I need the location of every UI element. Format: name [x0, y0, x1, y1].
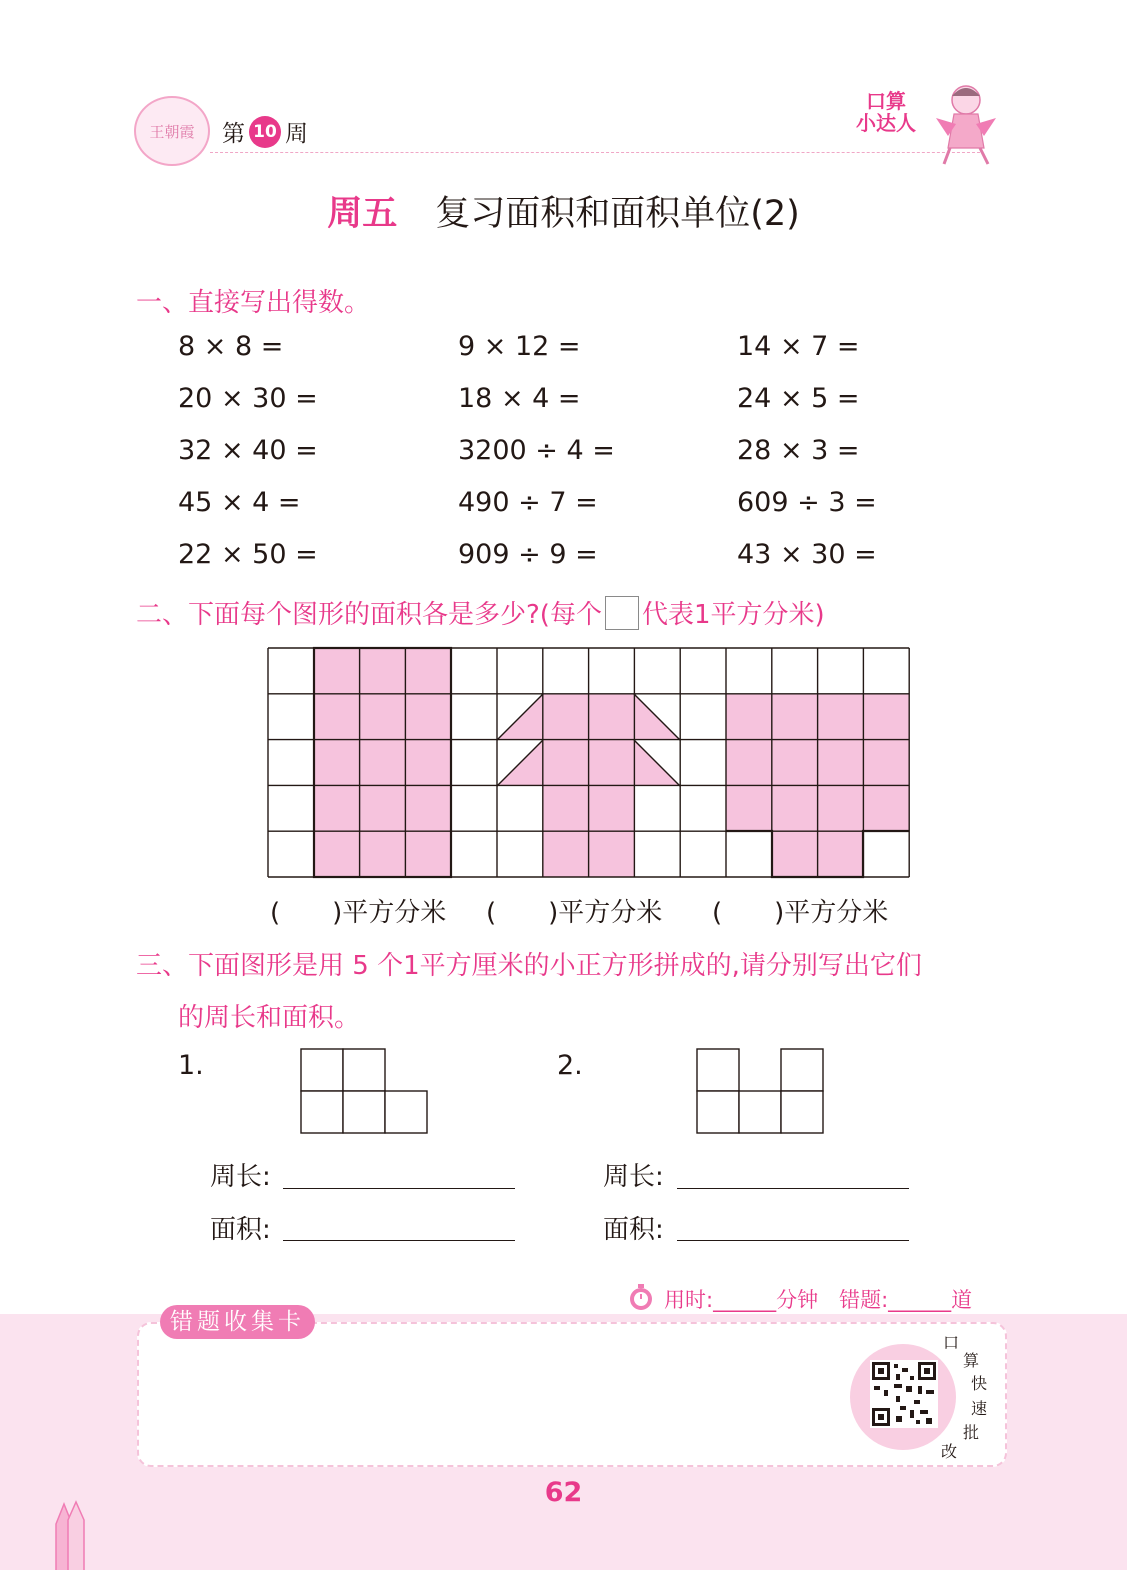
rectangle-shape — [314, 648, 451, 877]
section2-heading: 二、下面每个图形的面积各是多少?(每个 代表1平方分米) — [136, 594, 825, 631]
equation: 14 × 7 = — [737, 331, 860, 362]
title-day: 周五 — [327, 194, 398, 234]
section1-heading: 一、直接写出得数。 — [136, 288, 371, 318]
page-number: 62 — [544, 1477, 583, 1508]
area-grid-figure — [266, 646, 912, 882]
qr-caption-char-1: 口 — [943, 1333, 960, 1352]
error-card-title: 错题收集卡 — [160, 1305, 315, 1339]
answer-blank-2[interactable]: ( )平方分米 — [486, 898, 663, 928]
qr-caption-char-3: 快 — [971, 1374, 988, 1393]
week-prefix: 第 — [222, 121, 245, 147]
equation: 9 × 12 = — [458, 331, 581, 362]
equation: 609 ÷ 3 = — [737, 487, 877, 518]
equation: 18 × 4 = — [458, 383, 581, 414]
qr-caption-char-5: 批 — [963, 1423, 980, 1442]
perimeter-answer-line-1[interactable] — [283, 1188, 515, 1189]
perimeter-answer-line-2[interactable] — [677, 1188, 909, 1189]
page-title — [0, 186, 1127, 236]
area-answer-line-1[interactable] — [283, 1240, 515, 1241]
equation: 32 × 40 = — [178, 435, 318, 466]
section3-heading-line2: 的周长和面积。 — [178, 1003, 361, 1033]
qr-caption-char-6: 改 — [941, 1442, 958, 1461]
equation: 43 × 30 = — [737, 539, 877, 570]
qr-caption-char-4: 速 — [971, 1399, 988, 1418]
area-answer-line-2[interactable] — [677, 1240, 909, 1241]
equation: 22 × 50 = — [178, 539, 318, 570]
section3-heading-line1: 三、下面图形是用 5 个1平方厘米的小正方形拼成的,请分别写出它们 — [136, 951, 922, 981]
brand-logo: 口算 小达人 — [856, 89, 916, 135]
area-label-2: 面积: — [603, 1215, 664, 1245]
answer-blank-1[interactable]: ( )平方分米 — [270, 898, 447, 928]
arrow-decoration-icon — [52, 1500, 88, 1570]
week-label — [222, 115, 308, 148]
timer-text: 用时:______分钟 错题:______道 — [664, 1288, 973, 1312]
area-label-1: 面积: — [210, 1215, 271, 1245]
perimeter-label-1: 周长: — [210, 1162, 271, 1192]
problem-2-number: 2. — [557, 1050, 583, 1081]
problem-1-number: 1. — [178, 1050, 204, 1081]
perimeter-label-2: 周长: — [603, 1162, 664, 1192]
equation: 24 × 5 = — [737, 383, 860, 414]
equation: 490 ÷ 7 = — [458, 487, 598, 518]
equation: 28 × 3 = — [737, 435, 860, 466]
answer-blank-3[interactable]: ( )平方分米 — [712, 898, 889, 928]
publisher-logo: 王朝霞 — [134, 96, 210, 166]
equation: 8 × 8 = — [178, 331, 284, 362]
pentomino-figure-2 — [696, 1048, 826, 1136]
equation: 909 ÷ 9 = — [458, 539, 598, 570]
title-text: 复习面积和面积单位(2) — [435, 194, 800, 234]
pentomino-figure-1 — [300, 1048, 430, 1136]
equation: 20 × 30 = — [178, 383, 318, 414]
equation: 3200 ÷ 4 = — [458, 435, 615, 466]
mascot-illustration — [926, 78, 1016, 168]
qr-caption-char-2: 算 — [963, 1351, 980, 1370]
week-number-badge: 10 — [249, 116, 281, 148]
equation: 45 × 4 = — [178, 487, 301, 518]
header-divider — [210, 152, 980, 153]
week-suffix: 周 — [285, 121, 308, 147]
qr-code-icon[interactable] — [870, 1360, 938, 1428]
stopwatch-icon — [626, 1282, 656, 1312]
unit-square-icon — [605, 596, 639, 630]
